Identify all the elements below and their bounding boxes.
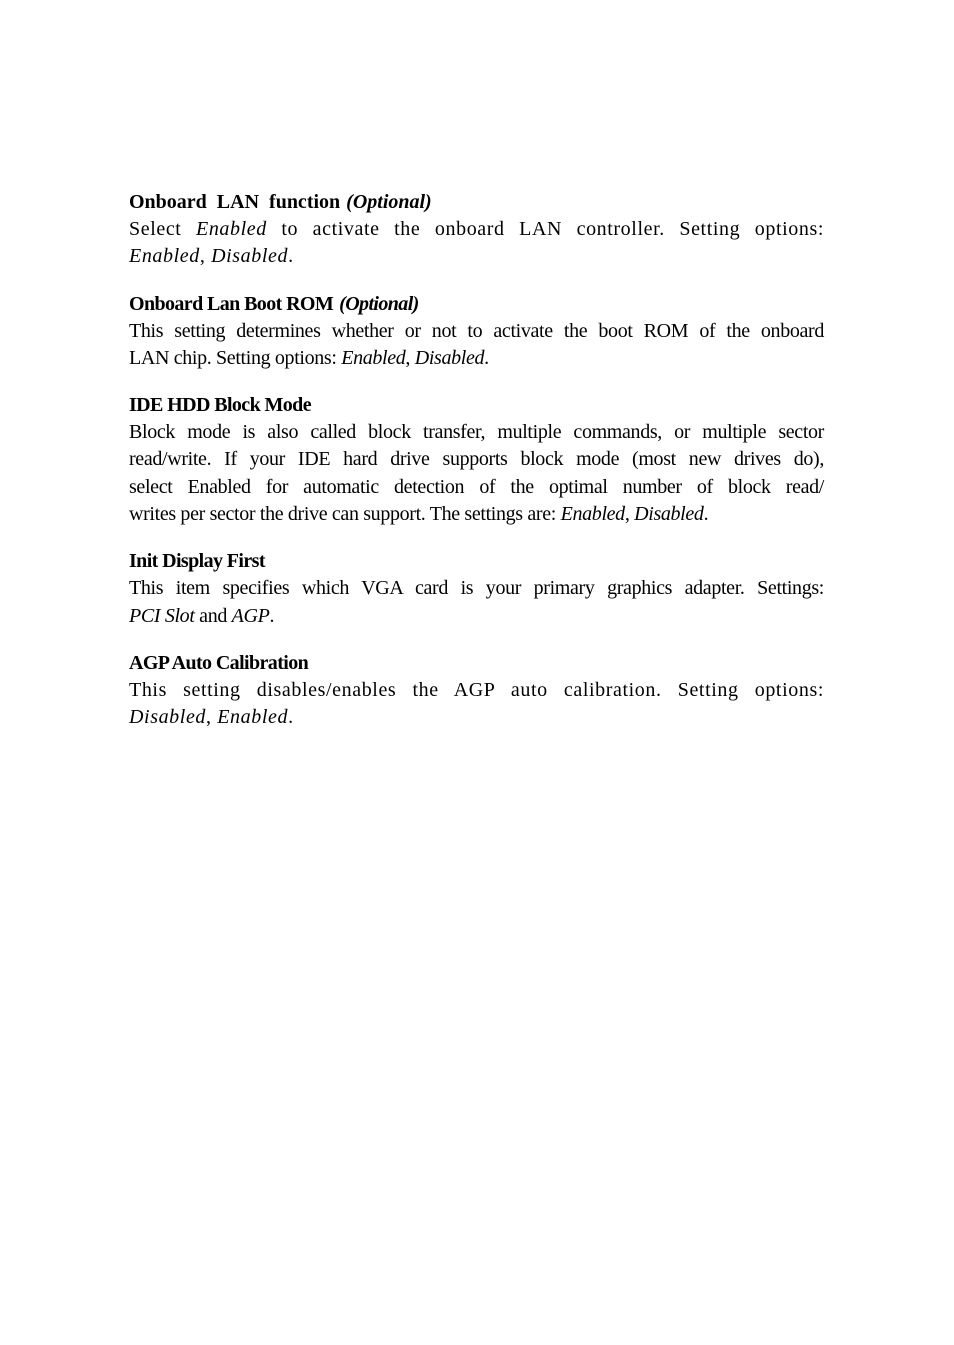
section-onboard-lan-boot-rom (129, 291, 824, 373)
body-line (129, 575, 824, 602)
heading-title: AGP Auto Calibration (129, 651, 309, 674)
option-value: Enabled (217, 706, 289, 729)
body-text: select Enabled for automatic detection of the optimal number of block read/ (129, 475, 824, 498)
option-value: Enabled (341, 346, 406, 369)
body-line (129, 474, 824, 501)
body-line (129, 345, 824, 372)
body-text: This item specifies which VGA card is your primary graphics adapter. Settings: (129, 577, 824, 600)
body-text: . (269, 604, 275, 627)
body-line (129, 677, 824, 704)
body-text: LAN chip. Setting options: (129, 346, 342, 369)
body-text: and (194, 604, 232, 627)
body-text: Block mode is also called block transfer, multiple commands, or multiple sector (129, 421, 824, 444)
section-heading (129, 548, 824, 575)
section-ide-hdd-block-mode (129, 392, 824, 528)
body-text: to activate the onboard LAN controller. Setting options: (266, 218, 824, 240)
heading-optional-tag: (Optional) (339, 292, 419, 315)
body-line (129, 446, 824, 473)
body-line (129, 501, 824, 528)
section-heading (129, 392, 824, 419)
option-value: Enabled (129, 245, 200, 268)
manual-page (129, 189, 824, 752)
body-text: . (484, 346, 489, 369)
body-text: , (206, 706, 218, 729)
option-value: Disabled (211, 245, 289, 268)
section-heading (129, 189, 824, 216)
option-value: Disabled (634, 503, 704, 526)
body-line (129, 704, 824, 731)
body-text: . (288, 245, 294, 268)
section-init-display-first (129, 548, 824, 630)
heading-title: Onboard LAN function (129, 191, 341, 213)
body-text: read/write. If your IDE hard drive supports block mode (most new drives do), (129, 448, 824, 471)
option-value: PCI Slot (129, 604, 195, 627)
body-line (129, 318, 824, 345)
body-text: , (405, 346, 415, 369)
section-body (129, 216, 824, 271)
heading-optional-tag: (Optional) (346, 191, 432, 213)
body-text: , (624, 503, 635, 526)
body-line (129, 419, 824, 446)
body-text: , (199, 245, 212, 268)
body-text: . (703, 503, 709, 526)
option-value: Enabled (196, 218, 267, 240)
body-line (129, 603, 824, 630)
section-onboard-lan-function (129, 189, 824, 271)
heading-title: IDE HDD Block Mode (129, 394, 311, 417)
body-text: Select (129, 218, 196, 240)
section-body (129, 419, 824, 528)
option-value: Enabled (560, 503, 625, 526)
option-value: Disabled (414, 346, 485, 369)
heading-title: Init Display First (129, 550, 265, 573)
section-body (129, 318, 824, 373)
section-body (129, 575, 824, 630)
section-body (129, 677, 824, 732)
section-heading (129, 650, 824, 677)
body-text: writes per sector the drive can support. The settings are: (129, 503, 561, 526)
body-text: This setting determines whether or not to activate the boot ROM of the onboard (129, 319, 824, 342)
body-text: This setting disables/enables the AGP auto calibration. Setting options: (129, 678, 824, 701)
heading-title: Onboard Lan Boot ROM (129, 292, 334, 315)
body-line (129, 243, 824, 270)
option-value: Disabled (129, 706, 207, 729)
body-text: . (288, 706, 294, 729)
body-line (129, 216, 824, 243)
section-agp-auto-calibration (129, 650, 824, 732)
section-heading (129, 291, 824, 318)
option-value: AGP (231, 604, 270, 627)
